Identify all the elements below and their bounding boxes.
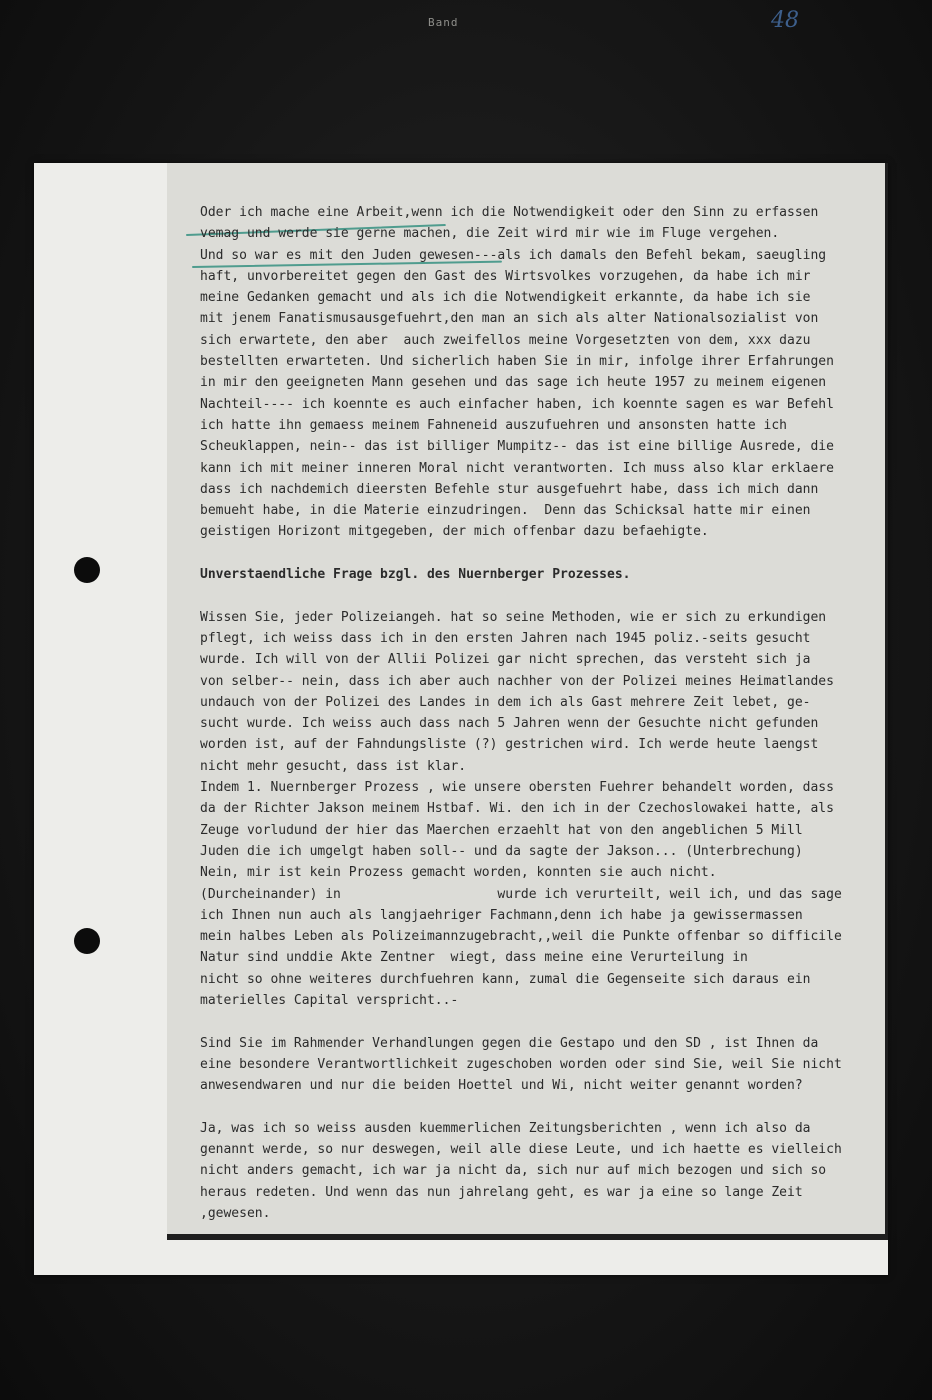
band-header: Band [428,16,459,29]
text-line: Zeuge vorludund der hier das Maerchen erzaehlt hat von den angeblichen 5 Mill [200,822,803,838]
text-line: Natur sind unddie Akte Zentner wiegt, dass meine eine Verurteilung in [200,950,748,966]
text-line: nicht mehr gesucht, dass ist klar. [200,758,467,774]
text-line: ich hatte ihn gemaess meinem Fahneneid auszufuehren und ansonsten hatte ich [200,417,787,433]
section-heading: Unverstaendliche Frage bzgl. des Nuernberger Prozesses. [200,567,631,583]
paragraph-gap [200,543,872,564]
text-line: nicht anders gemacht, ich war ja nicht da, sich nur auf mich bezogen und sich so [200,1163,827,1179]
text-line: ,gewesen. [200,1205,271,1221]
document-text [200,202,872,1224]
text-line: sucht wurde. Ich weiss auch dass nach 5 Jahren wenn der Gesuchte nicht gefunden [200,716,819,732]
text-line: mit jenem Fanatismusausgefuehrt,den man an sich als alter Nationalsozialist von [200,311,819,327]
text-line: bemueht habe, in die Materie einzudringen. Denn das Schicksal hatte mir einen [200,503,811,519]
text-line: genannt werde, so nur deswegen, weil alle diese Leute, und ich haette es vielleich [200,1142,842,1158]
text-line: pflegt, ich weiss dass ich in den ersten Jahren nach 1945 poliz.-seits gesucht [200,630,811,646]
text-line: da der Richter Jakson meinem Hstbaf. Wi. den ich in der Czechoslowakei hatte, als [200,801,834,817]
text-line: von selber-- nein, dass ich aber auch nachher von der Polizei meines Heimatlandes [200,673,834,689]
text-line: Scheuklappen, nein-- das ist billiger Mumpitz-- das ist eine billige Ausrede, die [200,439,834,455]
text-line: Und so war es mit den Juden gewesen---als ich damals den Befehl bekam, saeugling [200,247,827,263]
punch-hole-top [74,557,100,583]
text-line: bestellten erwarteten. Und sicherlich haben Sie in mir, infolge ihrer Erfahrungen [200,354,834,370]
text-line: Nachteil---- ich koennte es auch einfacher haben, ich koennte sagen es war Befehl [200,396,834,412]
text-line: undauch von der Polizei des Landes in dem ich als Gast mehrere Zeit lebet, ge- [200,694,811,710]
text-line: vemag und werde sie gerne machen, die Zeit wird mir wie im Fluge vergehen. [200,226,780,242]
text-line: nicht so ohne weiteres durchfuehren kann, zumal die Gegenseite sich daraus ein [200,971,811,987]
folio-number: 48 [771,8,799,33]
text-line: ich Ihnen nun auch als langjaehriger Fachmann,denn ich habe ja gewissermassen [200,907,803,923]
text-line: Nein, mir ist kein Prozess gemacht worden, konnten sie auch nicht. [200,865,717,881]
paragraph-gap [200,1096,872,1117]
punch-hole-bottom [74,928,100,954]
text-line: dass ich nachdemich dieersten Befehle stur ausgefuehrt habe, dass ich mich dann [200,481,819,497]
text-line: Wissen Sie, jeder Polizeiangeh. hat so seine Methoden, wie er sich zu erkundigen [200,609,827,625]
text-line: Ja, was ich so weiss ausden kuemmerlichen Zeitungsberichten , wenn ich also da [200,1120,811,1136]
text-line: in mir den geeigneten Mann gesehen und das sage ich heute 1957 zu meinem eigenen [200,375,827,391]
text-line: geistigen Horizont mitgegeben, der mich offenbar dazu befaehigte. [200,524,709,540]
text-line: haft, unvorbereitet gegen den Gast des Wirtsvolkes vorzugehen, da habe ich mir [200,268,811,284]
text-line: kann ich mit meiner inneren Moral nicht verantworten. Ich muss also klar erklaere [200,460,834,476]
text-line: mein halbes Leben als Polizeimannzugebracht,,weil die Punkte offenbar so difficile [200,929,842,945]
paragraph-gap [200,1011,872,1032]
text-line: wurde. Ich will von der Allii Polizei gar nicht sprechen, das versteht sich ja [200,652,811,668]
text-line: Sind Sie im Rahmender Verhandlungen gegen die Gestapo und den SD , ist Ihnen da [200,1035,819,1051]
text-line: heraus redeten. Und wenn das nun jahrelang geht, es war ja eine so lange Zeit [200,1184,803,1200]
text-line: sich erwartete, den aber auch zweifellos meine Vorgesetzten von dem, xxx dazu [200,332,811,348]
text-line: materielles Capital verspricht..- [200,992,459,1008]
text-line: eine besondere Verantwortlichkeit zugeschoben worden oder sind Sie, weil Sie nicht [200,1056,842,1072]
text-line: meine Gedanken gemacht und als ich die Notwendigkeit erkannte, da habe ich sie [200,290,811,306]
text-line: worden ist, auf der Fahndungsliste (?) gestrichen wird. Ich werde heute laengst [200,737,819,753]
text-line: Juden die ich umgelgt haben soll-- und da sagte der Jakson... (Unterbrechung) [200,843,803,859]
text-line: Oder ich mache eine Arbeit,wenn ich die Notwendigkeit oder den Sinn zu erfassen [200,205,819,220]
text-line: anwesendwaren und nur die beiden Hoettel und Wi, nicht weiter genannt worden? [200,1078,803,1094]
text-line: Indem 1. Nuernberger Prozess , wie unsere obersten Fuehrer behandelt worden, dass [200,780,834,796]
paragraph-gap [200,585,872,606]
text-line: (Durcheinander) in wurde ich verurteilt, weil ich, und das sage [200,886,842,902]
